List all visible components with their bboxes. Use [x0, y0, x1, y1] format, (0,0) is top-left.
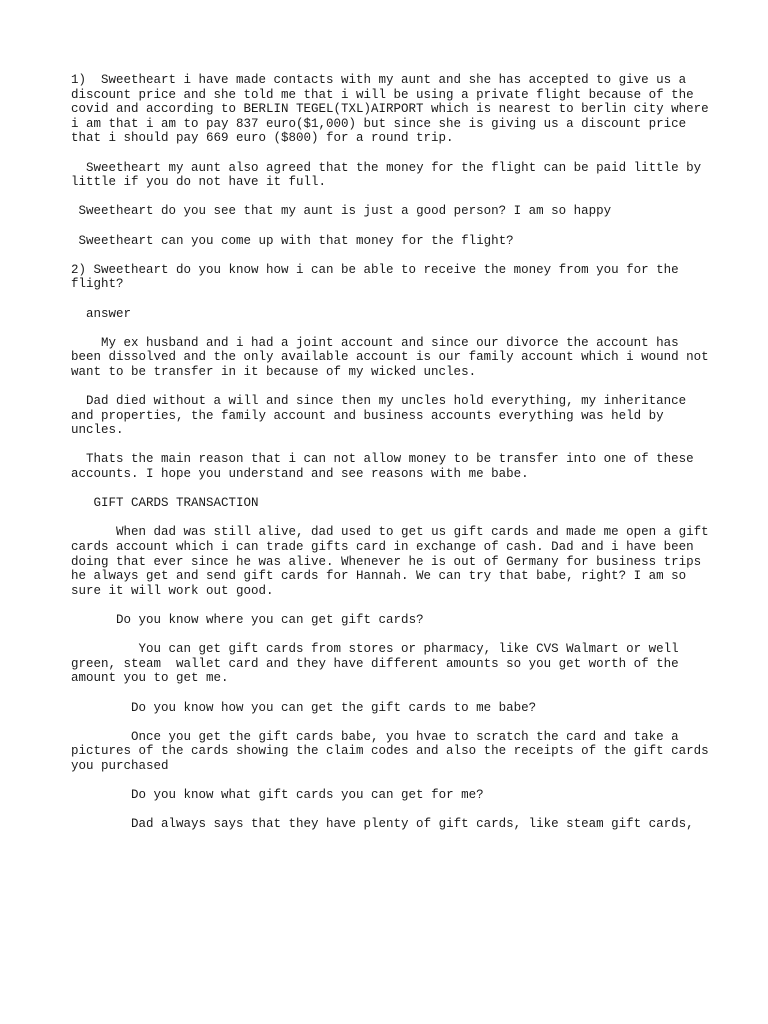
- paragraph-pay-little-by-little: Sweetheart my aunt also agreed that the money for the flight can be paid little by little if you do not have it full.: [71, 160, 709, 190]
- paragraph-answer-label: answer: [71, 306, 132, 321]
- paragraph-main-reason: Thats the main reason that i can not allow money to be transfer into one of these accounts. I hope you understand and see reasons with me babe.: [71, 452, 702, 482]
- paragraph-gift-cards-account: When dad was still alive, dad used to get us gift cards and made me open a gift cards account which i can trade gifts card in exchange of cash. Dad and i have been doing that ever since he was alive. Whenever he is out of Germany for business trips he always get and send gift cards for Hannah. We can try that babe, right? I am so sure it will work out good.: [71, 525, 717, 598]
- paragraph-receive-money-question: 2) Sweetheart do you know how i can be able to receive the money from you for the flight?: [71, 262, 687, 292]
- paragraph-flight-money-question: Sweetheart can you come up with that money for the flight?: [71, 233, 514, 248]
- paragraph-what-question: Do you know what gift cards you can get for me?: [71, 788, 484, 803]
- paragraph-aunt-good-person: Sweetheart do you see that my aunt is just a good person? I am so happy: [71, 204, 612, 219]
- paragraph-how-question: Do you know how you can get the gift cards to me babe?: [71, 700, 537, 715]
- paragraph-flight-discount: 1) Sweetheart i have made contacts with my aunt and she has accepted to give us a discount price and she told me that i will be using a private flight because of the covid and according to BERLIN TEGEL(TXL)AIRPORT which is nearest to berlin city where i am that i am to pay 837 euro($1,000) but since she is giving us a discount price that i should pay 669 euro ($800) for a round trip.: [71, 73, 717, 146]
- paragraph-uncles: Dad died without a will and since then my uncles hold everything, my inheritance and properties, the family account and business accounts everything was held by uncles.: [71, 394, 694, 438]
- paragraph-where-question: Do you know where you can get gift cards?: [71, 612, 424, 627]
- paragraph-where-answer: You can get gift cards from stores or pharmacy, like CVS Walmart or well green, steam wallet card and they have different amounts so you get worth of the amount you to get me.: [71, 642, 687, 686]
- document-body: [71, 73, 717, 846]
- paragraph-joint-account: My ex husband and i had a joint account and since our divorce the account has been dissolved and the only available account is our family account which i wound not want to be transfer in it because of my wicked uncles.: [71, 335, 717, 379]
- section-heading-gift-cards: GIFT CARDS TRANSACTION: [71, 496, 259, 511]
- paragraph-how-answer: Once you get the gift cards babe, you hvae to scratch the card and take a pictures of the cards showing the claim codes and also the receipts of the gift cards you purchased: [71, 729, 717, 773]
- paragraph-what-answer: Dad always says that they have plenty of gift cards, like steam gift cards,: [71, 817, 694, 832]
